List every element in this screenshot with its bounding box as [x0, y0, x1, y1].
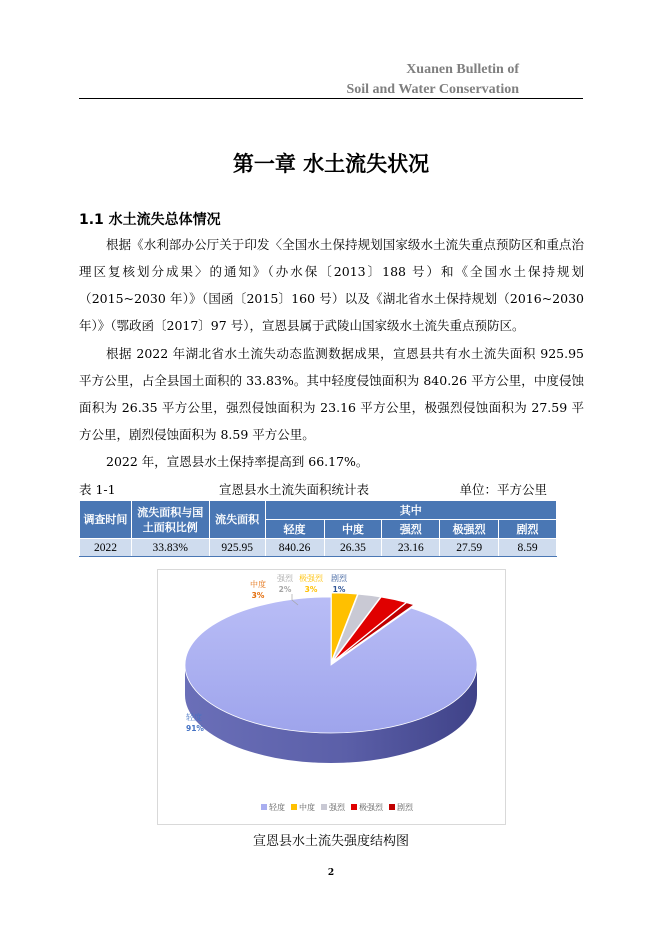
header-year: 调查时间 [80, 501, 132, 539]
table-caption [79, 478, 584, 498]
cell-intense: 23.16 [382, 539, 440, 557]
header-light: 轻度 [265, 520, 324, 539]
legend-item-very-intense [351, 802, 384, 812]
journal-header-line2: Soil and Water Conservation [346, 82, 519, 97]
legend-label-severe: 剧烈 [397, 803, 413, 812]
pie-label-pct-very-intense: 3% [304, 585, 318, 594]
header-divider [79, 98, 583, 99]
cell-moderate: 26.35 [324, 539, 382, 557]
pie-label-very-intense [299, 573, 324, 594]
page-number: 2 [327, 868, 335, 878]
legend-item-light [261, 802, 285, 812]
cell-very-intense: 27.59 [440, 539, 499, 557]
legend-swatch-very-intense [351, 804, 357, 810]
header-severe: 剧烈 [499, 520, 557, 539]
legend-label-very-intense: 极强烈 [359, 803, 383, 812]
table-unit: 单位：平方公里 [459, 482, 547, 497]
pie-slice-light [185, 597, 477, 733]
erosion-area-table [79, 500, 557, 557]
pie-label-name-severe: 剧烈 [331, 574, 347, 583]
pie-label-name-light: 轻度 [186, 713, 202, 722]
legend-swatch-severe [389, 804, 395, 810]
pie-label-intense [277, 573, 294, 594]
pie-label-pct-intense: 2% [278, 585, 292, 594]
legend-item-severe [389, 802, 414, 812]
paragraph-3: 2022 年，宣恩县水土保持率提高到 66.17%。 [106, 454, 369, 469]
pie-top-layer [185, 593, 477, 733]
section-heading: 1.1 水土流失总体情况 [79, 212, 221, 228]
chart-legend [261, 802, 414, 812]
pie-label-name-moderate: 中度 [250, 580, 266, 589]
table-row [80, 539, 557, 557]
pie-chart [157, 569, 506, 825]
legend-label-intense: 强烈 [329, 803, 345, 812]
cell-light: 840.26 [265, 539, 324, 557]
pie-label-pct-moderate: 3% [251, 591, 265, 600]
legend-item-moderate [291, 802, 315, 812]
header-group: 其中 [265, 501, 556, 520]
pie-label-severe [331, 573, 348, 594]
header-moderate: 中度 [324, 520, 382, 539]
cell-area: 925.95 [209, 539, 265, 557]
header-ratio: 流失面积与国土面积比例 [131, 501, 209, 539]
table-title: 宣恩县水土流失面积统计表 [219, 482, 370, 497]
journal-header [346, 60, 519, 100]
header-very-intense: 极强烈 [440, 520, 499, 539]
legend-swatch-moderate [291, 804, 297, 810]
pie-label-pct-severe: 1% [332, 585, 346, 594]
legend-item-intense [321, 802, 346, 812]
legend-swatch-light [261, 804, 267, 810]
pie-label-name-intense: 强烈 [277, 574, 293, 583]
pie-label-moderate [250, 579, 266, 600]
journal-header-line1: Xuanen Bulletin of [406, 62, 519, 77]
chapter-title: 第一章 水土流失状况 [232, 152, 430, 176]
legend-swatch-intense [321, 804, 327, 810]
legend-label-moderate: 中度 [299, 803, 315, 812]
header-intense: 强烈 [382, 520, 440, 539]
legend-label-light: 轻度 [269, 803, 285, 812]
cell-ratio: 33.83% [131, 539, 209, 557]
chart-caption: 宣恩县水土流失强度结构图 [252, 834, 409, 849]
pie-chart-svg [158, 570, 505, 824]
pie-label-pct-light: 91% [186, 724, 204, 733]
cell-severe: 8.59 [499, 539, 557, 557]
paragraph-2: 根据 2022 年湖北省水土流失动态监测数据成果，宣恩县共有水土流失面积 925.95 平方公里，占全县国土面积的 33.83%。其中轻度侵蚀面积为 840.26 平方公里，中度侵蚀面积为 26.35 平方公里，强烈侵蚀面积为 23.16 平方公里，极强烈侵蚀面积为 27.59 平方公里，剧烈侵蚀面积为 8.59 平方公里。 [79, 346, 584, 442]
pie-label-name-very-intense: 极强烈 [299, 574, 323, 583]
paragraph-1: 根据《水利部办公厅关于印发〈全国水土保持规划国家级水土流失重点预防区和重点治理区复核划分成果〉的通知》（办水保〔2013〕188 号）和《全国水土保持规划（2015~2030 年）》（国函〔2015〕160 号）以及《湖北省水土保持规划（2016~2030年）》（鄂政函〔2017〕97 号），宣恩县属于武陵山国家级水土流失重点预防区。 [79, 237, 584, 333]
header-area: 流失面积 [209, 501, 265, 539]
cell-year: 2022 [80, 539, 132, 557]
table-number: 表 1-1 [79, 482, 116, 497]
